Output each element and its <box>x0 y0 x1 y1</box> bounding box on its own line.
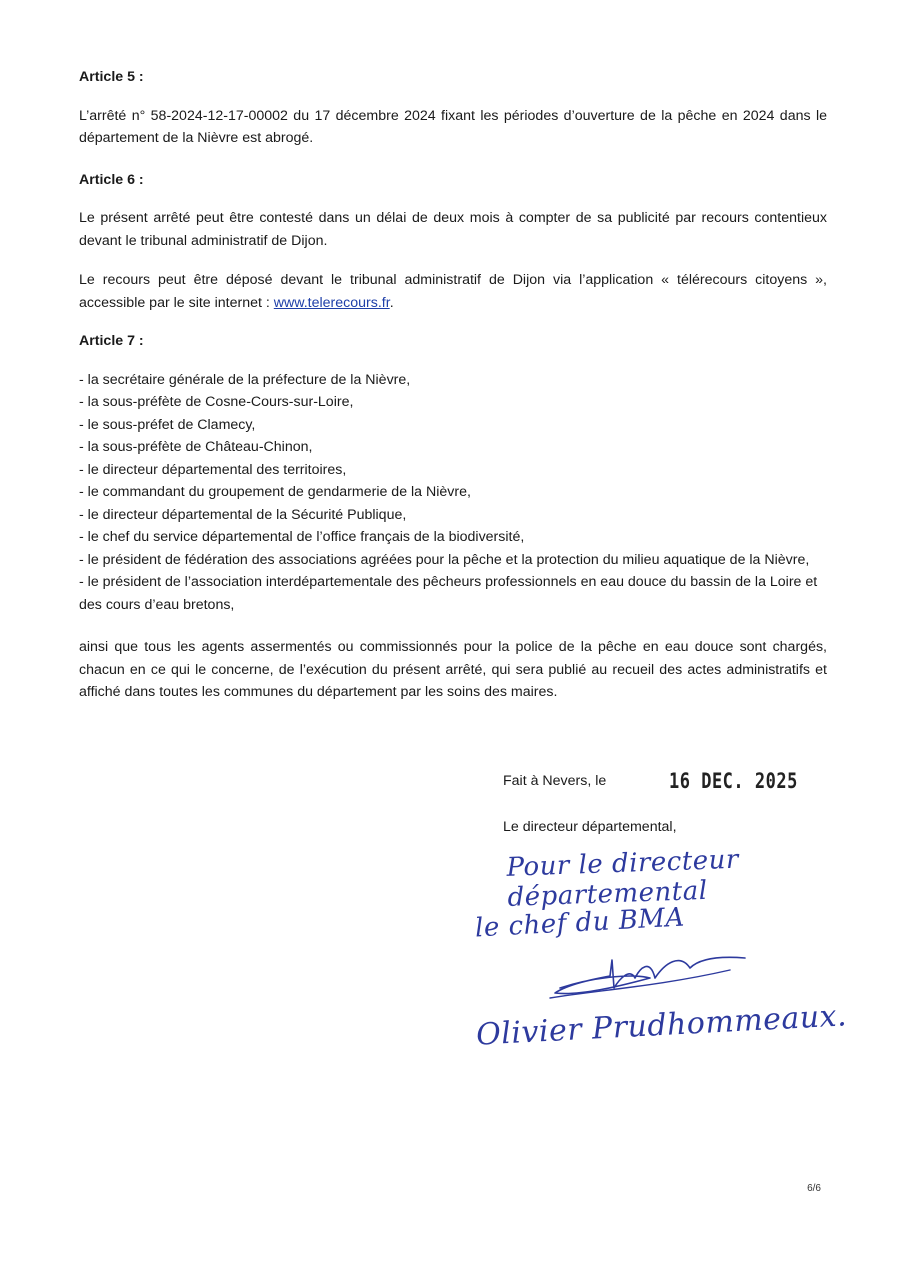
handwritten-name: Olivier Prudhommeaux. <box>475 998 848 1053</box>
list-item: - le commandant du groupement de gendarmerie de la Nièvre, <box>79 484 471 500</box>
date-stamp: 16 DEC. 2025 <box>669 769 798 795</box>
article-5-text: L’arrêté n° 58-2024-12-17-00002 du 17 décembre 2024 fixant les périodes d’ouverture de la pêche en 2024 dans le département de la Nièvre est abrogé. <box>79 107 827 146</box>
made-at-row <box>503 770 883 800</box>
article-6-text: Le présent arrêté peut être contesté dans un délai de deux mois à compter de sa publicité par recours contentieux devant le tribunal administratif de Dijon. <box>79 210 827 249</box>
article-6-recours-text: Le recours peut être déposé devant le tribunal administratif de Dijon via l’application « télérecours citoyens », accessible par le site internet : <box>79 272 827 311</box>
telerecours-link[interactable]: www.telerecours.fr <box>273 294 390 311</box>
list-item: - le président de fédération des associations agréées pour la pêche et la protection du milieu aquatique de la Nièvre, <box>79 551 810 568</box>
list-item: - le chef du service départemental de l’office français de la biodiversité, <box>79 529 525 545</box>
article-5-heading: Article 5 : <box>79 69 144 85</box>
signatory-title: Le directeur départemental, <box>503 819 677 835</box>
article-6-heading: Article 6 : <box>79 171 144 188</box>
article-6-recours <box>79 269 827 314</box>
list-item: - le directeur départemental de la Sécurité Publique, <box>79 506 407 523</box>
list-item: - le président de l’association interdépartementale des pêcheurs professionnels en eau douce du bassin de la Loire et des cours d’eau bretons, <box>79 574 818 613</box>
handwritten-role: le chef du BMA <box>474 902 686 944</box>
list-item: - la secrétaire générale de la préfecture de la Nièvre, <box>79 371 411 388</box>
list-item: - le sous-préfet de Clamecy, <box>79 416 256 433</box>
signature-block <box>503 770 883 838</box>
made-at-label: Fait à Nevers, le <box>503 773 607 789</box>
article-6-recours-end: . <box>389 294 394 311</box>
page-number: 6/6 <box>807 1183 821 1194</box>
document-body <box>79 66 827 704</box>
recipients-list <box>79 369 827 617</box>
article-7-heading: Article 7 : <box>79 333 144 349</box>
list-item: - le directeur départemental des territoires, <box>79 461 347 478</box>
handwritten-delegation: Pour le directeur départemental <box>506 844 740 913</box>
signature-scribble <box>540 948 750 1008</box>
list-item: - la sous-préfète de Château-Chinon, <box>79 439 313 455</box>
article-7-closing: ainsi que tous les agents assermentés ou commissionnés pour la police de la pêche en eau douce sont chargés, chacun en ce qui le concerne, de l’exécution du présent arrêté, qui sera publié au recueil des actes administratifs et affiché dans toutes les communes du département par les soins des maires. <box>79 639 827 700</box>
list-item: - la sous-préfète de Cosne-Cours-sur-Loire, <box>79 394 354 410</box>
